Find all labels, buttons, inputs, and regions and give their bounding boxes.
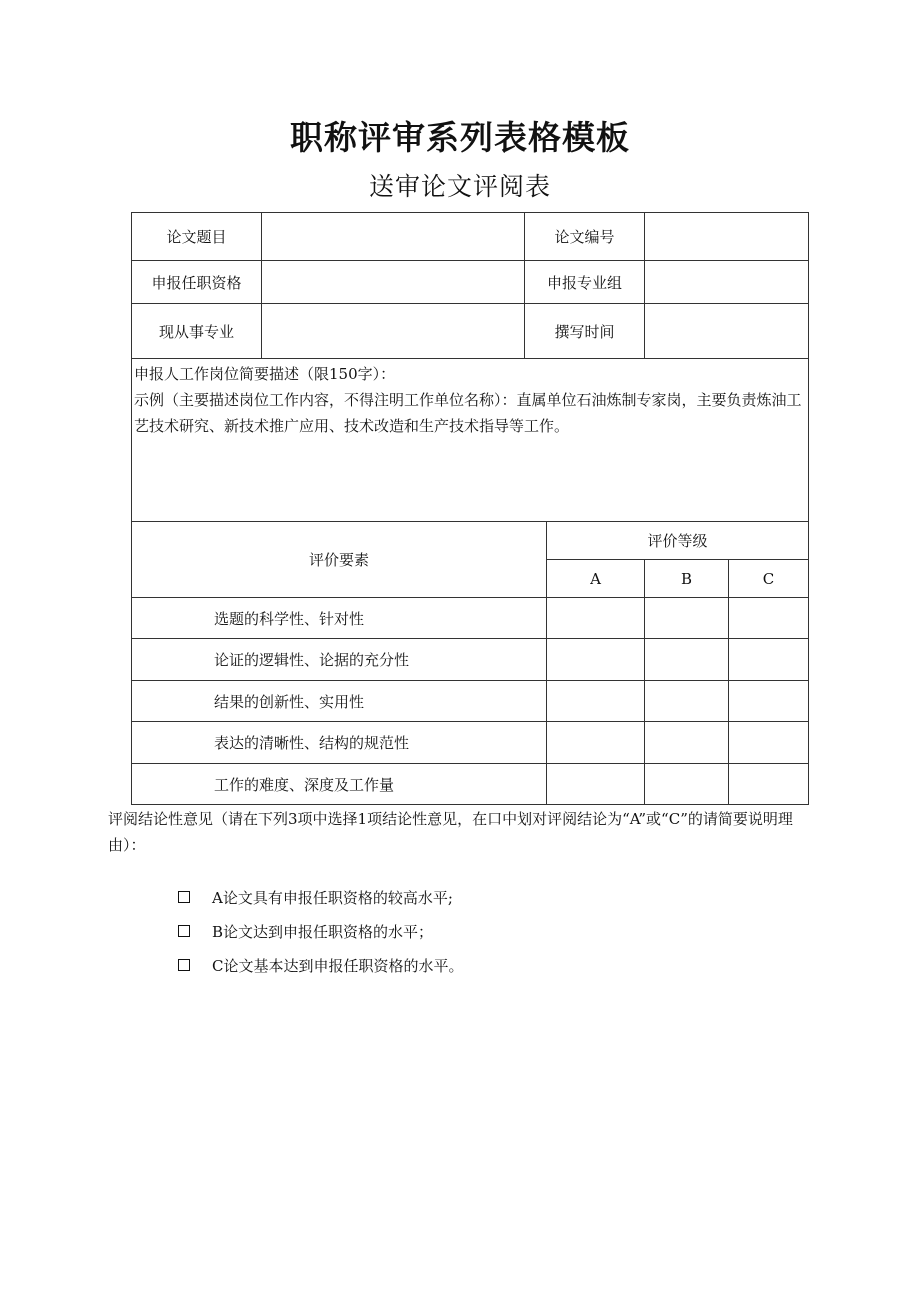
paper-number-label: 论文编号 [525, 213, 645, 261]
job-description-heading: 申报人工作岗位简要描述（限150字）： [134, 365, 396, 383]
criterion-label: 选题的科学性、针对性 [132, 598, 547, 639]
grade-cell-c[interactable] [729, 764, 809, 805]
evaluation-grade-header: 评价等级 [547, 522, 809, 560]
form-subtitle: 送审论文评阅表 [368, 172, 551, 201]
document-title: 职称评审系列表格模板 [290, 118, 630, 157]
specialty-group-label: 申报专业组 [525, 261, 645, 304]
grade-cell-c[interactable] [729, 722, 809, 764]
conclusion-options [178, 880, 463, 982]
grade-cell-b[interactable] [645, 681, 729, 722]
paper-title-field[interactable] [262, 213, 525, 261]
paper-number-field[interactable] [645, 213, 809, 261]
grade-cell-a[interactable] [547, 764, 645, 805]
conclusion-instructions: 评阅结论性意见（请在下列3项中选择1项结论性意见，在口中划对评阅结论为“A”或“C”的请简要说明理由）： [108, 810, 793, 854]
grade-cell-a[interactable] [547, 598, 645, 639]
grade-header-a: A [547, 560, 645, 598]
current-major-label: 现从事专业 [132, 304, 262, 359]
option-label: C论文基本达到申报任职资格的水平。 [212, 956, 464, 975]
criterion-label: 表达的清晰性、结构的规范性 [132, 722, 547, 764]
criterion-label: 论证的逻辑性、论据的充分性 [132, 639, 547, 681]
review-form-table [131, 212, 809, 805]
current-major-field[interactable] [262, 304, 525, 359]
checkbox-icon[interactable] [178, 891, 190, 903]
grade-cell-b[interactable] [645, 639, 729, 681]
conclusion-option-b[interactable] [178, 914, 463, 948]
grade-header-c: C [729, 560, 809, 598]
qualification-label: 申报任职资格 [132, 261, 262, 304]
criterion-label: 工作的难度、深度及工作量 [132, 764, 547, 805]
grade-cell-c[interactable] [729, 639, 809, 681]
grade-cell-a[interactable] [547, 722, 645, 764]
writing-time-field[interactable] [645, 304, 809, 359]
grade-cell-b[interactable] [645, 598, 729, 639]
grade-cell-a[interactable] [547, 681, 645, 722]
conclusion-option-c[interactable] [178, 948, 463, 982]
grade-cell-c[interactable] [729, 598, 809, 639]
option-label: A论文具有申报任职资格的较高水平; [212, 888, 453, 907]
job-description-example: 示例（主要描述岗位工作内容，不得注明工作单位名称）：直属单位石油炼制专家岗，主要负责炼油工艺技术研究、新技术推广应用、技术改造和生产技术指导等工作。 [134, 391, 802, 435]
grade-header-b: B [645, 560, 729, 598]
grade-cell-c[interactable] [729, 681, 809, 722]
grade-cell-b[interactable] [645, 722, 729, 764]
criterion-label: 结果的创新性、实用性 [132, 681, 547, 722]
checkbox-icon[interactable] [178, 925, 190, 937]
qualification-field[interactable] [262, 261, 525, 304]
grade-cell-a[interactable] [547, 639, 645, 681]
checkbox-icon[interactable] [178, 959, 190, 971]
job-description-cell[interactable] [132, 359, 809, 522]
conclusion-option-a[interactable] [178, 880, 463, 914]
specialty-group-field[interactable] [645, 261, 809, 304]
writing-time-label: 撰写时间 [525, 304, 645, 359]
grade-cell-b[interactable] [645, 764, 729, 805]
evaluation-factor-header: 评价要素 [132, 522, 547, 598]
paper-title-label: 论文题目 [132, 213, 262, 261]
option-label: B论文达到申报任职资格的水平； [212, 922, 434, 941]
